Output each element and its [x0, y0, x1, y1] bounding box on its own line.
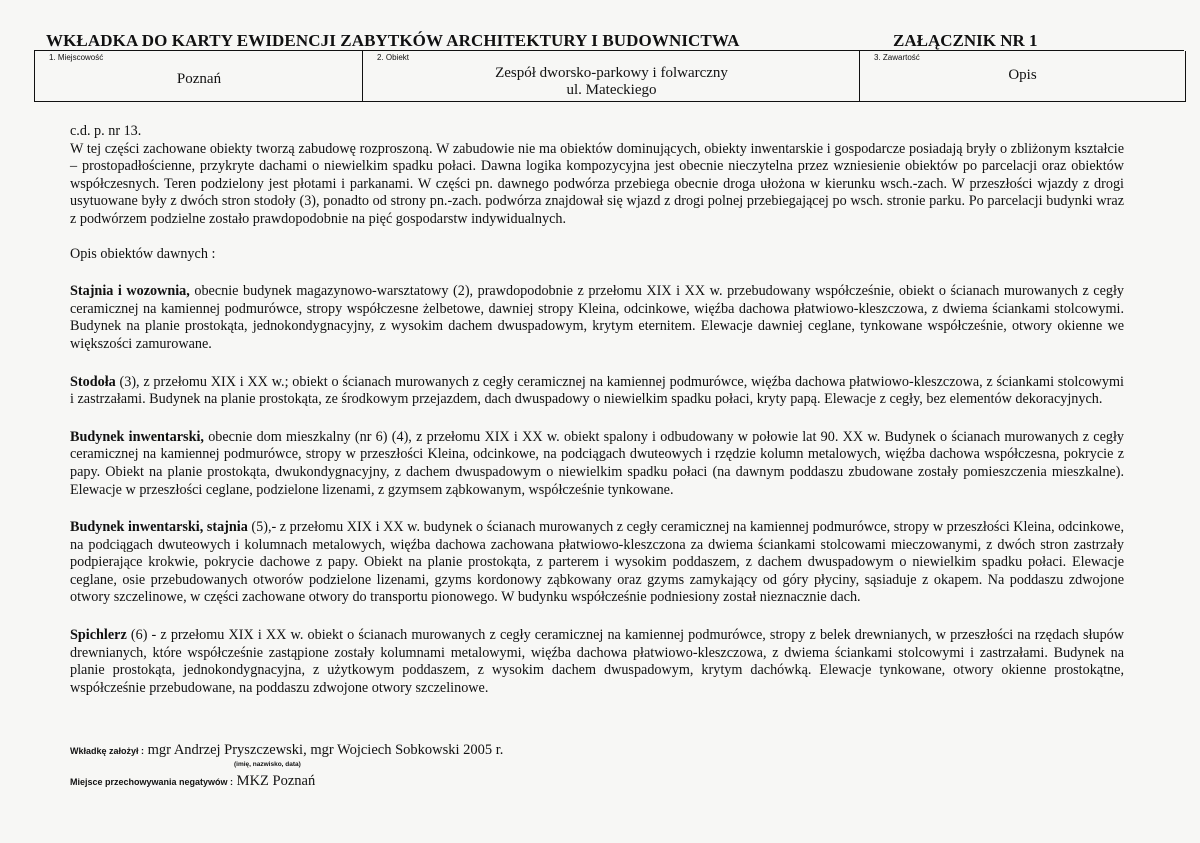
object-name: Budynek inwentarski, — [70, 428, 204, 445]
continuation-note: c.d. p. nr 13. — [70, 123, 142, 139]
object-text: (6) - z przełomu XIX i XX w. obiekt o ścianach murowanych z cegły ceramicznej na kamiennej podmurówce, stropy z belek drewnianych, w przeszłości na rzędach słupów drewnianych, które współcześnie zastąpione zostały kolumnami metalowymi, więźba dachowa płatwiowo-kleszczowa, z dwiema ściankami stolcowymi i zastrzałami. Budynek na planie prostokąta, jednokondygnacyjna, z użytkowym poddaszem, z wysokim dachem dwuspadowym, krytym dachówką. Elewacje tynkowane, otwory okienne prostokątne, współcześnie przebudowane, na poddaszu zdwojone otwory szczelinowe. — [70, 627, 1124, 696]
author-sublabel: (imię, nazwisko, data) — [234, 761, 301, 768]
section-heading: Opis obiektów dawnych : — [70, 245, 216, 262]
author-label: Wkładkę założył : — [70, 746, 145, 756]
object-description — [70, 429, 1124, 499]
field-locality-label: 1. Miejscowość — [49, 53, 104, 62]
annex-label: ZAŁĄCZNIK NR 1 — [893, 31, 1038, 50]
field-content-value: Opis — [1008, 67, 1037, 83]
object-text: obecnie budynek magazynowo-warsztatowy (2), prawdopodobnie z przełomu XIX i XX w. przebudowany współcześnie, obiekt o ścianach murowanych z cegły ceramicznej na kamiennej podmurówce, stropy współczesne żelbetowe, dawniej stropy Kleina, odcinkowe, więźba dachowa płatwiowo-kleszczowa, z dwiema ściankami stolcowymi. Budynek na planie prostokąta, jednokondygnacyjny, z wysokim dachem dwuspadowym, krytym eternitem. Elewacje dawniej ceglane, tynkowane współcześnie, otwory okienne we większości zamurowane. — [70, 283, 1124, 352]
storage-value: MKZ Poznań — [233, 773, 316, 789]
field-object-label: 2. Obiekt — [377, 53, 410, 62]
storage-line — [70, 773, 315, 790]
intro-text: W tej części zachowane obiekty tworzą zabudowę rozproszoną. W zabudowie nie ma obiektów dominujących, obiekty inwentarskie i gospodarcze posiadają bryły o zbliżonym kształcie – prostopadłościenne, przykryte dachami o niewielkim spadku połaci. Dawna logika kompozycyjna jest obecnie nieczytelna przez wzniesienie obiektów po parcelacji oraz obiektów współczesnych. Teren podzielony jest płotami i parkanami. W części pn. dawnego podwórza przebiega obecnie droga ułożona w kierunku wsch.-zach. W przeszłości wjazdy z drogi usytuowane były z dwóch stron stodoły (3), ponadto od strony pn.-zach. podwórza znajdował się wjazd z drogi polnej przebiegającej po wsch. stronie parku. Po parcelacji budynki wraz z podwórzem podzielne zostało prawdopodobnie na pięć gospodarstw indywidualnych. — [70, 140, 1124, 227]
storage-label: Miejsce przechowywania negatywów : — [70, 777, 234, 787]
object-name: Spichlerz — [70, 627, 127, 644]
author-line — [70, 742, 503, 759]
body-text — [70, 123, 1124, 717]
field-object — [362, 51, 860, 102]
object-name: Stajnia i wozownia, — [70, 283, 190, 300]
object-name: Stodoła — [70, 373, 116, 390]
object-description — [70, 519, 1124, 607]
object-name: Budynek inwentarski, stajnia — [70, 519, 248, 536]
object-description — [70, 283, 1124, 353]
intro-paragraph — [70, 123, 1124, 229]
field-locality — [34, 51, 363, 102]
field-object-value-line2: ul. Mateckiego — [566, 82, 657, 98]
object-description — [70, 374, 1124, 409]
field-content-label: 3. Zawartość — [874, 53, 920, 62]
object-text: (5),- z przełomu XIX i XX w. budynek o ścianach murowanych z cegły ceramicznej na kamiennej podmurówce, stropy w przeszłości Kleina, odcinkowe, na podciągach dwuteowych i kolumnach metalowych, więźba dachowa zachowana płatwiowo-kleszczona za dwiema ściankami stolcowami mieczowanymi, z dwóch stron zastrzały podpierające krokwie, pokrycie dachowe z papy. Obiekt na planie prostokąta, z parterem i wysokim poddaszem, z dachem dwuspadowym o niewielkim spadku połaci. Elewacje ceglane, osie przebudowanych otworów podzielone lizenami, gzyms kordonowy ząbkowany oraz gzyms zamykający od góry płyciny, sąsiaduje z okapem. Na poddaszu zdwojone otwory szczelinowe, w części zachowane otwory do transportu pionowego. W budynku współcześnie podniesiony został nieznacznie dach. — [70, 519, 1124, 606]
field-object-value-line1: Zespół dworsko-parkowy i folwarczny — [495, 65, 728, 81]
field-object-value — [363, 65, 860, 99]
field-locality-value: Poznań — [176, 71, 222, 87]
object-text: (3), z przełomu XIX i XX w.; obiekt o ścianach murowanych z cegły ceramicznej na kamiennej podmurówce, więźba dachowa płatwiowo-kleszczowa, z ściankami stolcowymi i zastrzałami. Budynek na planie prostokąta, ze środkowym przejazdem, dach dwuspadowy o niewielkim spadku połaci, kryty papą. Elewacje z cegły, bez elementów dekoracyjnych. — [70, 373, 1124, 408]
object-description — [70, 627, 1124, 697]
author-value: mgr Andrzej Pryszczewski, mgr Wojciech Sobkowski 2005 r. — [144, 742, 504, 758]
document-title: WKŁADKA DO KARTY EWIDENCJI ZABYTKÓW ARCHITEKTURY I BUDOWNICTWA — [46, 31, 740, 50]
object-text: obecnie dom mieszkalny (nr 6) (4), z przełomu XIX i XX w. obiekt spalony i odbudowany w połowie lat 90. XX w. Budynek o ścianach murowanych z cegły ceramicznej na kamiennej podmurówce, stropy w przeszłości Kleina, odcinkowe, na podciągach dwuteowych i rzędzie kolumn metalowych, więźba dachowa współczesna, pokrycie z papy. Obiekt na planie prostokąta, dwukondygnacyjny, z dachem dwuspadowym o niewielkim spadku połaci (na dawnym poddaszu zbudowane zostały pomieszczenia mieszkalne). Elewacje w przeszłości ceglane, podzielone lizenami, z gzymsem ząbkowanym, współcześnie tynkowane. — [70, 428, 1124, 498]
field-content — [859, 51, 1186, 102]
